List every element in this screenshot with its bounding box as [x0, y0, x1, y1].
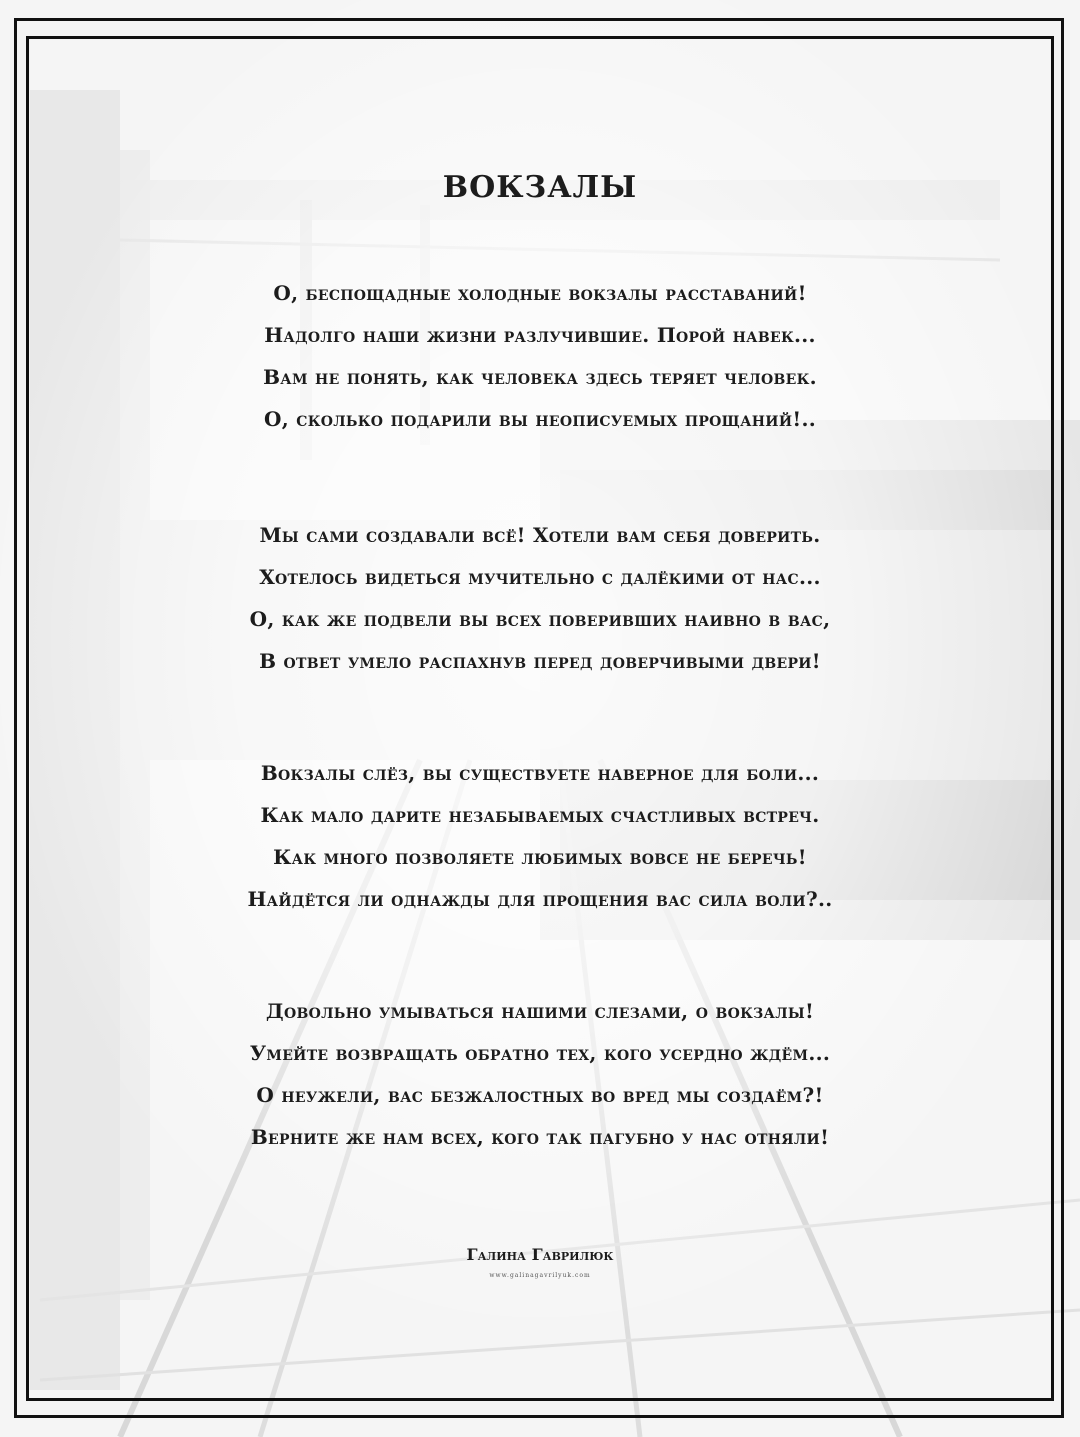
stanza-4	[60, 990, 1020, 1158]
inner-frame	[26, 36, 1054, 1401]
poem-line: Найдётся ли однажды для прощения вас сила воли?..	[247, 887, 833, 911]
stanza-3	[60, 752, 1020, 920]
poem-line: Умейте возвращать обратно тех, кого усердно ждём...	[249, 1041, 831, 1065]
author-website: www.galinagavrilyuk.com	[489, 1272, 591, 1279]
poem-line: Верните же нам всех, кого так пагубно у нас отняли!	[250, 1125, 830, 1149]
poem-line: Довольно умываться нашими слезами, о вокзалы!	[265, 999, 815, 1023]
poem-line: Как мало дарите незабываемых счастливых встреч.	[260, 803, 820, 827]
stanza-1	[60, 272, 1020, 440]
author-name: Галина Гаврилюк	[466, 1245, 614, 1264]
poem-line: Хотелось видеться мучительно с далёкими от нас...	[259, 565, 821, 589]
poem-line: Надолго наши жизни разлучившие. Порой навек...	[264, 323, 816, 347]
poem-line: О неужели, вас безжалостных во вред мы создаём?!	[256, 1083, 824, 1107]
poem-line: Как много позволяете любимых вовсе не беречь!	[273, 845, 807, 869]
poem-line: О, как же подвели вы всех поверивших наивно в вас,	[249, 607, 831, 631]
poem-line: Вокзалы слёз, вы существуете наверное для боли...	[260, 761, 820, 785]
poem-title: ВОКЗАЛЫ	[442, 170, 638, 205]
poem-line: О, сколько подарили вы неописуемых прощаний!..	[264, 407, 816, 431]
poem-line: Мы сами создавали всё! Хотели вам себя доверить.	[259, 523, 821, 547]
stanza-2	[60, 514, 1020, 682]
poem-line: Вам не понять, как человека здесь теряет человек.	[263, 365, 817, 389]
poem-line: О, беспощадные холодные вокзалы расставаний!	[273, 281, 807, 305]
poem-line: В ответ умело распахнув перед доверчивыми двери!	[259, 649, 821, 673]
